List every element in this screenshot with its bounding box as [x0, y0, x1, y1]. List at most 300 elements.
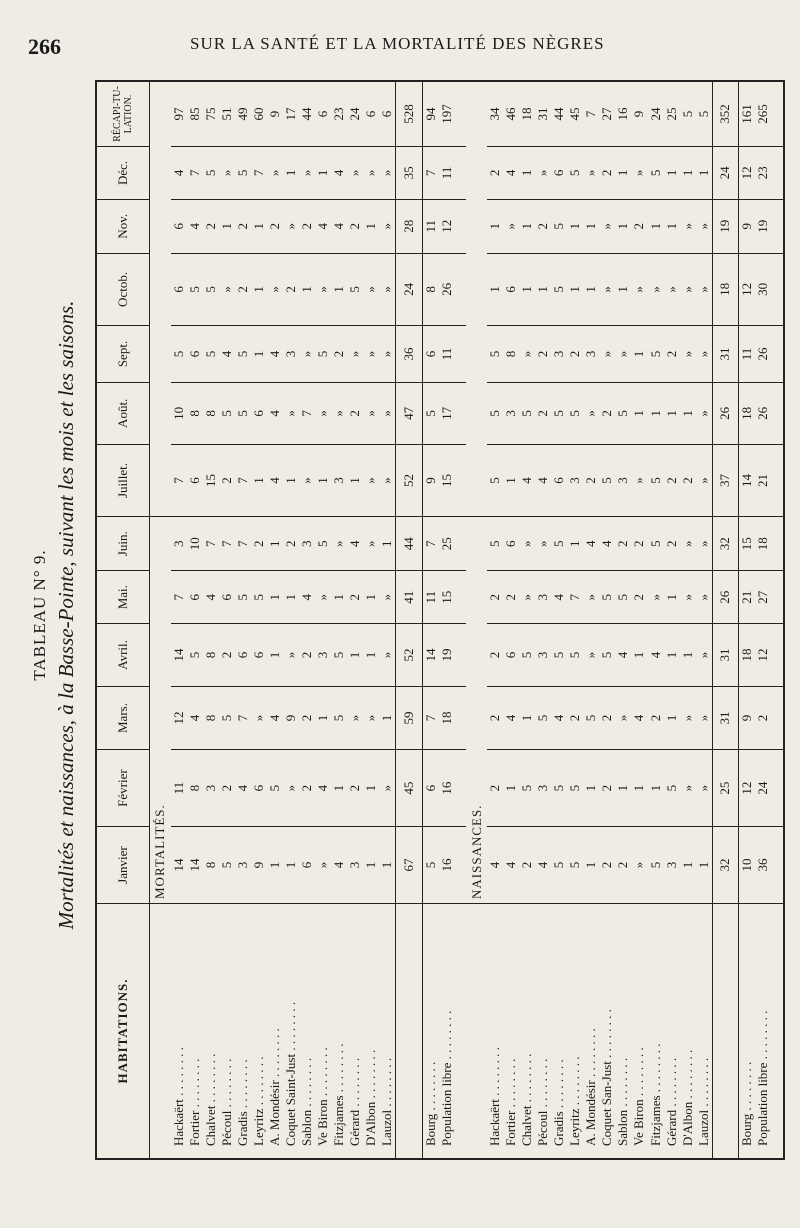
table-cell: 2 [664, 444, 680, 516]
table-cell: 4 [503, 827, 519, 904]
table-cell: 11 [422, 199, 439, 253]
table-cell: 5 [331, 686, 347, 749]
row-label: Lauzol . . . . . . . . [379, 904, 396, 1160]
row-label: Hackaërt . . . . . . . . [171, 904, 187, 1160]
table-cell [771, 199, 784, 253]
table-cell: 1 [647, 750, 663, 827]
table-cell: » [267, 253, 283, 325]
table-cell: » [379, 199, 396, 253]
table-cell: 18 [755, 517, 771, 571]
column-header: Avril. [96, 624, 150, 687]
table-body [150, 81, 785, 1159]
spacer-row [771, 81, 784, 1159]
table-cell: 9 [739, 686, 756, 749]
table-cell: 52 [396, 444, 422, 516]
table-cell [455, 750, 466, 827]
table-cell: 1 [567, 517, 583, 571]
table-cell: » [219, 253, 235, 325]
table-cell: 6 [187, 571, 203, 624]
table-cell: » [696, 517, 713, 571]
table-cell: 4 [171, 147, 187, 200]
table-cell: 5 [203, 253, 219, 325]
table-cell: 7 [299, 382, 315, 444]
table-cell: 2 [299, 624, 315, 687]
table-cell: 1 [664, 382, 680, 444]
table-cell: 1 [519, 686, 535, 749]
table-cell: 1 [267, 624, 283, 687]
table-cell: 12 [739, 750, 756, 827]
table-cell: » [251, 686, 267, 749]
table-cell: 1 [363, 624, 379, 687]
table-cell: 2 [567, 326, 583, 383]
column-header: Février [96, 750, 150, 827]
table-cell: 5 [487, 444, 503, 516]
table-row [379, 81, 396, 1159]
table-cell: 23 [331, 81, 347, 147]
table-cell: 8 [187, 750, 203, 827]
table-cell: » [299, 147, 315, 200]
table-cell: 3 [315, 624, 331, 687]
table-cell: 4 [235, 750, 251, 827]
row-label: Fitzjames . . . . . . . . [647, 904, 663, 1160]
table-cell: 21 [755, 444, 771, 516]
table-cell: 24 [647, 81, 663, 147]
table-cell: 5 [487, 326, 503, 383]
table-cell: » [379, 382, 396, 444]
table-cell: 3 [503, 382, 519, 444]
row-label: Chalvet . . . . . . . . [203, 904, 219, 1160]
table-row [363, 81, 379, 1159]
table-cell: » [363, 326, 379, 383]
table-cell [455, 199, 466, 253]
table-cell: 8 [203, 382, 219, 444]
table-cell: 2 [599, 382, 615, 444]
table-cell: 2 [487, 147, 503, 200]
table-cell: 8 [203, 624, 219, 687]
row-label: Ve Biron . . . . . . . . [315, 904, 331, 1160]
table-cell: 3 [235, 827, 251, 904]
table-cell [771, 81, 784, 147]
table-cell: » [379, 444, 396, 516]
table-cell: 2 [535, 199, 551, 253]
table-cell: 5 [567, 827, 583, 904]
table-cell: » [680, 199, 696, 253]
table-row [347, 81, 363, 1159]
table-cell: 14 [739, 444, 756, 516]
table-cell: 352 [712, 81, 738, 147]
table-row [519, 81, 535, 1159]
table-cell: » [379, 624, 396, 687]
table-cell: » [315, 253, 331, 325]
row-label [712, 904, 738, 1160]
table-cell: 24 [755, 750, 771, 827]
section-heading-row [466, 81, 487, 1159]
table-cell: 2 [235, 253, 251, 325]
table-cell: 1 [519, 199, 535, 253]
section-heading: MORTALITÉS. [150, 517, 171, 904]
table-cell: 6 [503, 253, 519, 325]
table-cell: 5 [567, 624, 583, 687]
table-row [219, 81, 235, 1159]
table-cell: 3 [535, 624, 551, 687]
table-cell: 5 [551, 827, 567, 904]
table-cell: 4 [347, 517, 363, 571]
table-cell: 18 [519, 81, 535, 147]
page-number: 266 [28, 34, 61, 59]
table-cell: 5 [235, 382, 251, 444]
table-row [235, 81, 251, 1159]
table-cell: 5 [680, 81, 696, 147]
table-cell: 1 [251, 199, 267, 253]
table-cell: 265 [755, 81, 771, 147]
row-label [396, 904, 422, 1160]
table-cell: 8 [203, 686, 219, 749]
table-cell: 4 [315, 750, 331, 827]
table-cell: 4 [551, 571, 567, 624]
table-cell: 1 [251, 253, 267, 325]
table-cell: 4 [267, 686, 283, 749]
table-cell: 5 [599, 624, 615, 687]
table-cell: 12 [171, 686, 187, 749]
table-cell: » [680, 750, 696, 827]
table-cell: 15 [439, 444, 455, 516]
table-cell: 10 [739, 827, 756, 904]
table-cell: 4 [535, 444, 551, 516]
table-cell: 1 [615, 253, 631, 325]
column-header: Juin. [96, 517, 150, 571]
table-cell: » [647, 571, 663, 624]
table-cell: 31 [712, 686, 738, 749]
table-cell: 2 [631, 571, 647, 624]
table-cell: 3 [171, 517, 187, 571]
table-cell: 4 [267, 444, 283, 516]
table-cell [150, 904, 171, 1160]
table-cell: 4 [583, 517, 599, 571]
table-cell: 2 [487, 571, 503, 624]
table-cell: 2 [631, 517, 647, 571]
table-cell: 30 [755, 253, 771, 325]
table-row [171, 81, 187, 1159]
table-cell: 12 [439, 199, 455, 253]
table-cell: 26 [755, 326, 771, 383]
column-header: Déc. [96, 147, 150, 200]
table-cell: » [631, 147, 647, 200]
table-cell: 9 [283, 686, 299, 749]
spacer-row [455, 81, 466, 1159]
table-cell: 6 [251, 382, 267, 444]
table-cell: 5 [535, 686, 551, 749]
table-cell: 26 [712, 571, 738, 624]
table-cell: 44 [396, 517, 422, 571]
table-cell: 24 [347, 81, 363, 147]
table-cell: 9 [631, 81, 647, 147]
table-cell [455, 624, 466, 687]
table-cell: 44 [299, 81, 315, 147]
table-cell: 1 [680, 382, 696, 444]
table-cell: » [331, 382, 347, 444]
table-cell: 5 [599, 571, 615, 624]
table-cell: 2 [299, 686, 315, 749]
table-cell: 2 [487, 750, 503, 827]
table-cell: 24 [396, 253, 422, 325]
table-cell: 2 [567, 686, 583, 749]
table-cell: » [583, 147, 599, 200]
table-cell: 1 [315, 444, 331, 516]
table-cell: 25 [712, 750, 738, 827]
table-cell: » [379, 326, 396, 383]
table-cell: 6 [503, 517, 519, 571]
table-cell: 5 [315, 326, 331, 383]
table-cell: » [283, 199, 299, 253]
table-cell: 94 [422, 81, 439, 147]
table-cell: 2 [503, 571, 519, 624]
table-cell: 51 [219, 81, 235, 147]
table-cell: 1 [331, 571, 347, 624]
table-cell: 5 [519, 624, 535, 687]
row-label: Lauzol . . . . . . . . [696, 904, 713, 1160]
table-cell: 26 [755, 382, 771, 444]
table-cell [771, 253, 784, 325]
table-cell: 1 [615, 199, 631, 253]
table-title: Mortalités et naissances, à la Basse-Pointe, suivant les mois et les saisons. [54, 300, 78, 930]
row-label: Gradis . . . . . . . . [551, 904, 567, 1160]
table-cell: 1 [283, 444, 299, 516]
table-cell: 60 [251, 81, 267, 147]
table-cell [455, 827, 466, 904]
table-cell: » [315, 382, 331, 444]
table-cell: 8 [503, 326, 519, 383]
row-label: Bourg . . . . . . . . [422, 904, 439, 1160]
table-cell: 49 [235, 81, 251, 147]
table-row [583, 81, 599, 1159]
table-cell: 4 [331, 147, 347, 200]
row-label: Bourg . . . . . . . . [739, 904, 756, 1160]
table-cell: 2 [331, 326, 347, 383]
row-label: Ve Biron . . . . . . . . [631, 904, 647, 1160]
table-cell: » [680, 253, 696, 325]
table-cell: 36 [396, 326, 422, 383]
table-row [680, 81, 696, 1159]
table-cell: 7 [251, 147, 267, 200]
table-cell: 28 [396, 199, 422, 253]
table-cell: 4 [615, 624, 631, 687]
table-cell: 2 [219, 750, 235, 827]
column-header: Janvier [96, 827, 150, 904]
row-label: Pécoul . . . . . . . . [535, 904, 551, 1160]
table-cell: 5 [235, 571, 251, 624]
table-cell: 2 [615, 517, 631, 571]
table-row [615, 81, 631, 1159]
table-cell: 8 [187, 382, 203, 444]
table-cell: 97 [171, 81, 187, 147]
table-cell: 45 [567, 81, 583, 147]
table-cell: 3 [535, 750, 551, 827]
table-cell: 5 [487, 517, 503, 571]
row-label: Gradis . . . . . . . . [235, 904, 251, 1160]
table-cell: » [347, 147, 363, 200]
table-cell: 1 [647, 382, 663, 444]
table-cell: 24 [712, 147, 738, 200]
table-cell [455, 147, 466, 200]
table-cell [455, 686, 466, 749]
table-cell: 1 [379, 827, 396, 904]
table-cell: 2 [219, 444, 235, 516]
table-cell: » [631, 827, 647, 904]
table-cell [455, 382, 466, 444]
table-cell: 1 [664, 624, 680, 687]
table-cell [771, 571, 784, 624]
row-label: A. Mondésir . . . . . . . . [267, 904, 283, 1160]
table-cell: 14 [422, 624, 439, 687]
table-row [331, 81, 347, 1159]
row-label: Fitzjames . . . . . . . . [331, 904, 347, 1160]
table-cell: » [379, 750, 396, 827]
table-cell: 4 [187, 686, 203, 749]
table-cell: 3 [299, 517, 315, 571]
table-cell: 2 [251, 517, 267, 571]
table-cell: 6 [315, 81, 331, 147]
row-label: Gérard . . . . . . . . [664, 904, 680, 1160]
table-cell: 1 [283, 147, 299, 200]
table-cell: 1 [631, 326, 647, 383]
table-cell: 5 [347, 253, 363, 325]
table-cell: 14 [171, 624, 187, 687]
table-cell: 2 [299, 199, 315, 253]
column-header: Août. [96, 382, 150, 444]
table-cell: » [631, 444, 647, 516]
table-cell: 19 [712, 199, 738, 253]
table-cell: 6 [235, 624, 251, 687]
rotated-table [95, 80, 785, 1160]
table-cell: 5 [647, 326, 663, 383]
table-cell: 1 [567, 199, 583, 253]
table-cell: 2 [299, 750, 315, 827]
table-cell: 4 [503, 147, 519, 200]
table-cell: 5 [615, 382, 631, 444]
table-cell [771, 904, 784, 1160]
table-cell: 9 [739, 199, 756, 253]
table-cell: » [379, 253, 396, 325]
table-cell: 18 [739, 624, 756, 687]
table-cell: 5 [315, 517, 331, 571]
table-cell: 41 [396, 571, 422, 624]
table-row [503, 81, 519, 1159]
table-cell: 5 [187, 624, 203, 687]
row-label: Chalvet . . . . . . . . [519, 904, 535, 1160]
table-cell: 27 [755, 571, 771, 624]
table-cell: 5 [422, 827, 439, 904]
table-cell: 4 [331, 827, 347, 904]
bourg-row [739, 81, 756, 1159]
table-cell: » [347, 326, 363, 383]
table-cell: » [379, 571, 396, 624]
table-cell: 1 [615, 750, 631, 827]
table-cell: 2 [347, 199, 363, 253]
table-cell: 3 [664, 827, 680, 904]
table-cell: 5 [331, 624, 347, 687]
table-cell: 1 [696, 147, 713, 200]
table-cell: 5 [615, 571, 631, 624]
section-heading-row [150, 81, 171, 1159]
table-cell: 5 [235, 326, 251, 383]
table-cell: 34 [487, 81, 503, 147]
table-cell: 1 [664, 686, 680, 749]
table-cell: 4 [315, 199, 331, 253]
table-cell: 2 [535, 382, 551, 444]
table-cell [455, 253, 466, 325]
table-row [283, 81, 299, 1159]
table-cell: 6 [299, 827, 315, 904]
table-cell: 10 [187, 517, 203, 571]
table-cell: 7 [422, 686, 439, 749]
table-cell: 7 [187, 147, 203, 200]
table-cell: 5 [551, 382, 567, 444]
table-cell: 31 [712, 326, 738, 383]
table-cell [455, 444, 466, 516]
table-cell: » [696, 253, 713, 325]
table-cell [150, 81, 171, 517]
table-cell: 14 [187, 827, 203, 904]
table-cell: 2 [664, 517, 680, 571]
table-cell: 2 [755, 686, 771, 749]
column-header: Nov. [96, 199, 150, 253]
table-cell: 4 [519, 444, 535, 516]
table-cell [455, 326, 466, 383]
table-cell: 5 [583, 686, 599, 749]
table-cell: 5 [171, 326, 187, 383]
table-cell: 1 [631, 750, 647, 827]
table-cell: » [599, 326, 615, 383]
table-cell: 18 [712, 253, 738, 325]
table-cell: 5 [567, 750, 583, 827]
table-row [696, 81, 713, 1159]
table-cell: 5 [696, 81, 713, 147]
table-cell: » [583, 624, 599, 687]
table-cell: » [315, 827, 331, 904]
table-cell: » [664, 253, 680, 325]
table-cell: » [696, 382, 713, 444]
table-cell: 11 [171, 750, 187, 827]
table-cell: 6 [251, 624, 267, 687]
table-cell: 45 [396, 750, 422, 827]
table-cell: 16 [615, 81, 631, 147]
table-cell: » [583, 571, 599, 624]
table-cell: » [331, 517, 347, 571]
row-label: Coquet Saint-Just . . . . . . . . [283, 904, 299, 1160]
table-cell: » [615, 686, 631, 749]
table-cell: 1 [219, 199, 235, 253]
table-cell: 1 [379, 517, 396, 571]
table-cell: 2 [599, 827, 615, 904]
table-cell: 1 [267, 571, 283, 624]
table-cell: 2 [487, 686, 503, 749]
table-cell: 5 [599, 444, 615, 516]
table-cell: 2 [631, 199, 647, 253]
table-cell: 7 [219, 517, 235, 571]
table-cell: 23 [755, 147, 771, 200]
table-cell: 4 [551, 686, 567, 749]
table-cell: 1 [347, 624, 363, 687]
table-cell: 1 [283, 827, 299, 904]
table-cell: 2 [235, 199, 251, 253]
table-cell: 4 [187, 199, 203, 253]
table-cell: 1 [267, 827, 283, 904]
table-cell: 2 [535, 326, 551, 383]
table-cell: 4 [647, 624, 663, 687]
table-cell: 6 [251, 750, 267, 827]
table-cell: 1 [631, 382, 647, 444]
table-cell: 1 [347, 444, 363, 516]
